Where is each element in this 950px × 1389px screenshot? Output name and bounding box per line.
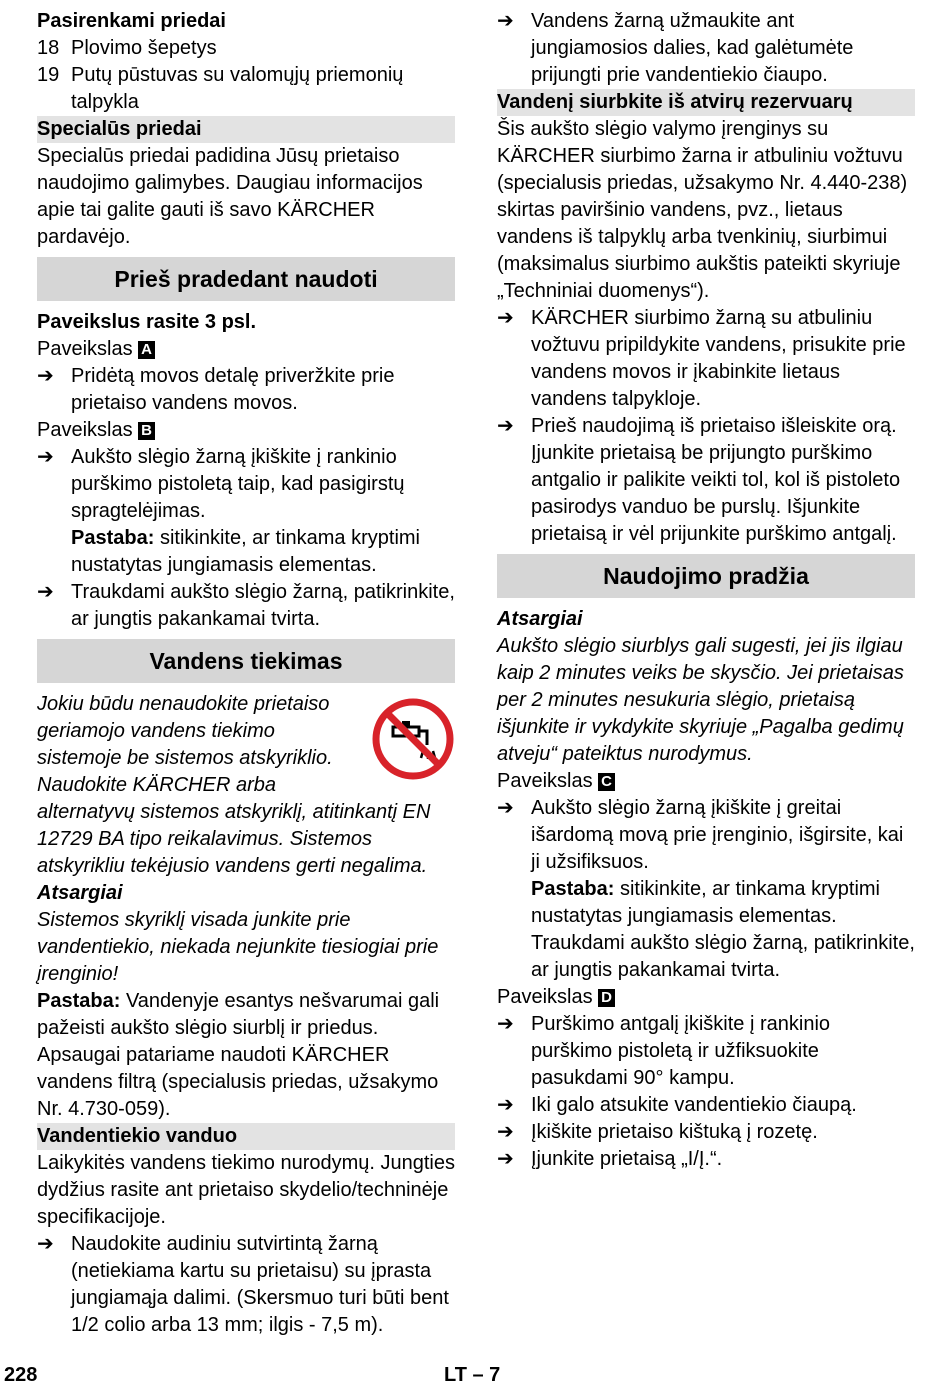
open-reservoir-heading: Vandenį siurbkite iš atvirų rezervuarų (497, 89, 915, 116)
figure-ref-a: Paveikslas A (37, 336, 455, 363)
left-column (37, 8, 455, 1339)
page-number: 228 (4, 1364, 38, 1386)
page-label: LT – 7 (444, 1364, 501, 1386)
section-title-start: Naudojimo pradžia (497, 554, 915, 598)
arrow-right-icon: ➔ (497, 10, 514, 32)
arrow-right-icon: ➔ (37, 365, 54, 387)
arrow-right-icon: ➔ (497, 797, 514, 819)
figure-ref-d: Paveikslas D (497, 984, 915, 1011)
no-drinking-water-icon (371, 697, 455, 781)
optional-accessories-heading: Pasirenkami priedai (37, 10, 226, 32)
arrow-right-icon: ➔ (497, 1121, 514, 1143)
tap-water-heading: Vandentiekio vanduo (37, 1123, 455, 1150)
tap-water-text: Laikykitės vandens tiekimo nurodymų. Jungties dydžius rasite ant prietaiso skydelio/techninėje specifikacijoje. (37, 1152, 455, 1228)
note-continued: Traukdami aukšto slėgio žarną, patikrinkite, ar jungtis pakankamai tvirta. (531, 932, 915, 981)
list-item: ➔ Įkiškite prietaiso kištuką į rozetę. (497, 1119, 915, 1146)
arrow-right-icon: ➔ (497, 1094, 514, 1116)
list-item: ➔ Pridėtą movos detalę priveržkite prie prietaiso vandens movos. (37, 363, 455, 417)
figure-ref-c: Paveikslas C (497, 768, 915, 795)
water-warning-text: Jokiu būdu nenaudokite prietaiso geriamojo vandens tiekimo sistemoje be sistemos atskyriklio. Naudokite KÄRCHER arba alternatyvų sistemos atskyriklį, atitinkantį EN 12729 BA tipo reikalavimus. Sistemos atskyrikliu tekėjusio vandens gerti negalima. (37, 691, 455, 880)
section-title-water-supply: Vandens tiekimas (37, 639, 455, 683)
arrow-right-icon: ➔ (497, 1013, 514, 1035)
caution-label: Atsargiai (37, 882, 123, 904)
list-item: ➔ Įjunkite prietaisą „I/Į.“. (497, 1146, 915, 1173)
figure-ref-b: Paveikslas B (37, 417, 455, 444)
special-accessories-heading: Specialūs priedai (37, 116, 455, 143)
caution-label: Atsargiai (497, 608, 583, 630)
arrow-right-icon: ➔ (37, 581, 54, 603)
list-item: ➔ Purškimo antgalį įkiškite į rankinio purškimo pistoletą ir užfiksuokite pasukdami 90° kampu. (497, 1011, 915, 1092)
arrow-right-icon: ➔ (497, 1148, 514, 1170)
list-item: ➔ Prieš naudojimą iš prietaiso išleiskite orą. (497, 413, 915, 440)
note: Pastaba: sitikinkite, ar tinkama kryptimi nustatytas jungiamasis elementas. (531, 878, 880, 927)
open-step-detail: Įjunkite prietaisą be prijungto purškimo antgalio ir palikite veikti tol, kol iš pistoleto pasirodys vanduo be purslų. Išjunkite prietaisą ir vėl prijunkite purškimo antgalį. (531, 442, 901, 545)
arrow-right-icon: ➔ (37, 1233, 54, 1255)
list-item: ➔ KÄRCHER siurbimo žarną su atbuliniu vožtuvu pripildykite vandens, prisukite prie vandens movos ir įkabinkite lietaus vandens talpykloje. (497, 305, 915, 413)
list-item: 19 Putų pūstuvas su valomųjų priemonių talpykla (37, 64, 404, 113)
caution-text: Aukšto slėgio siurblys gali sugesti, jei jis ilgiau kaip 2 minutes veiks be skysčio. Jei prietaisas per 2 minutes nesukuria slėgio, prietaisą išjunkite ir vykdykite skyriuje „Pagalba gedimų atveju“ pateiktus nurodymus. (497, 635, 904, 765)
figures-page-note: Paveikslus rasite 3 psl. (37, 311, 257, 333)
note: Pastaba: Vandenyje esantys nešvarumai gali pažeisti aukšto slėgio siurblį ir priedus. Apsaugai patariame naudoti KÄRCHER vandens filtrą (specialusis priedas, užsakymo Nr. 4.730-059). (37, 990, 440, 1120)
section-title-before-use: Prieš pradedant naudoti (37, 257, 455, 301)
arrow-right-icon: ➔ (37, 446, 54, 468)
list-item: ➔ Aukšto slėgio žarną įkiškite į rankinio purškimo pistoletą taip, kad pasigirstų spragtelėjimas. (37, 444, 455, 525)
list-item: ➔ Vandens žarną užmaukite ant jungiamosios dalies, kad galėtumėte prijungti prie vandentiekio čiaupo. (497, 8, 915, 89)
right-column (497, 8, 915, 1173)
special-accessories-text: Specialūs priedai padidina Jūsų prietaiso naudojimo galimybes. Daugiau informacijos apie tai galite gauti iš savo KÄRCHER pardavėjo. (37, 145, 423, 248)
list-item: ➔ Aukšto slėgio žarną įkiškite į greitai išardomą movą prie įrenginio, išgirsite, kai ji užsifiksuos. (497, 795, 915, 876)
list-item: ➔ Naudokite audiniu sutvirtintą žarną (netiekiama kartu su prietaisu) su įprasta jungiamąja dalimi. (Skersmuo turi būti bent 1/2 colio arba 13 mm; ilgis - 7,5 m). (37, 1231, 455, 1339)
list-item: ➔ Iki galo atsukite vandentiekio čiaupą. (497, 1092, 915, 1119)
note: Pastaba: sitikinkite, ar tinkama kryptimi nustatytas jungiamasis elementas. (71, 527, 420, 576)
open-reservoir-text: Šis aukšto slėgio valymo įrenginys su KÄRCHER siurbimo žarna ir atbuliniu vožtuvu (specialusis priedas, užsakymo Nr. 4.440-238) skirtas paviršinio vandens, pvz., lietaus vandens iš talpyklų arba tvenkinių, siurbimui (maksimalus siurbimo aukštis pateikti skyriuje „Techniniai duomenys“). (497, 118, 908, 302)
list-item: 18 Plovimo šepetys (37, 37, 217, 59)
arrow-right-icon: ➔ (497, 415, 514, 437)
arrow-right-icon: ➔ (497, 307, 514, 329)
list-item: ➔ Traukdami aukšto slėgio žarną, patikrinkite, ar jungtis pakankamai tvirta. (37, 579, 455, 633)
caution-text: Sistemos skyriklį visada junkite prie vandentiekio, niekada nejunkite tiesiogiai prie įrenginio! (37, 909, 439, 985)
